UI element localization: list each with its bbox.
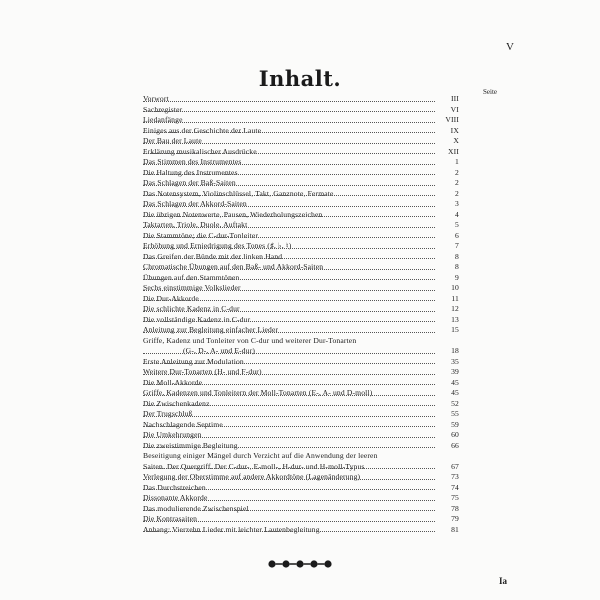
toc-entry <box>143 430 459 441</box>
page-title: Inhalt. <box>258 66 342 91</box>
toc-entry-page: 13 <box>451 314 459 324</box>
toc-entry <box>143 126 459 137</box>
toc-entry-title: Vorwort <box>143 94 169 103</box>
toc-entry <box>143 178 459 189</box>
toc-entry-title: Das Greifen der Bünde mit der linken Hand <box>143 251 283 261</box>
toc-entry-page: 4 <box>455 209 459 219</box>
toc-entry-page: IX <box>450 125 459 135</box>
toc-entry <box>143 273 459 284</box>
toc-entry-title: Die übrigen Notenwerte, Pausen, Wiederholungszeichen <box>143 209 323 219</box>
toc-entry <box>143 367 459 378</box>
toc-entry-title: Das Schlagen der Baß-Saiten <box>143 178 236 187</box>
toc-entry-title: Sachregister <box>143 104 183 114</box>
toc-entry-title: Das modulierende Zwischenspiel <box>143 503 249 513</box>
toc-entry <box>143 493 459 504</box>
toc-entry-title: Der Trugschluß <box>143 409 193 418</box>
toc-entry-page: 66 <box>451 440 459 450</box>
toc-entry-title: Die Haltung des Instrumentes <box>143 167 238 177</box>
toc-entry <box>143 378 459 389</box>
toc-entry-page: 39 <box>451 367 459 376</box>
toc-entry-page: 3 <box>455 199 459 208</box>
toc-entry-title-line: Beseitigung einiger Mängel durch Verzicht auf die Anwendung der leeren <box>143 451 378 460</box>
toc-entry-page: 74 <box>451 482 459 492</box>
toc-entry <box>143 483 459 494</box>
toc-entry-page: 7 <box>455 241 459 250</box>
toc-entry-title: Die Kontrasaiten <box>143 514 198 523</box>
toc-entry-page: 9 <box>455 272 459 282</box>
toc-entry-page: 67 <box>451 461 459 471</box>
toc-entry <box>143 283 459 294</box>
toc-entry-title: Das Stimmen des Instrumentes <box>143 157 242 166</box>
toc-entry-page: 35 <box>451 356 459 366</box>
toc-entry-page: 78 <box>451 503 459 513</box>
toc-entry-page: 2 <box>455 178 459 187</box>
toc-entry-page: 81 <box>451 524 459 534</box>
toc-entry <box>143 94 459 105</box>
toc-entry-page: 45 <box>451 388 459 397</box>
toc-entry-title: Griffe, Kadenzen und Tonleitern der Moll-Tonarten (E-, A- und D-moll) <box>143 388 373 397</box>
toc-entry <box>143 147 459 158</box>
ornament-icon <box>267 559 333 569</box>
toc-entry <box>143 388 459 399</box>
toc-entry-page: 59 <box>451 419 459 429</box>
toc-entry-page: 2 <box>455 188 459 198</box>
toc-entry <box>143 252 459 263</box>
toc-entry-title: Erklärung musikalischer Ausdrücke <box>143 146 257 156</box>
toc-entry-page: 18 <box>451 346 459 355</box>
toc-entry-title: Die schlichte Kadenz in C-dur <box>143 304 240 313</box>
toc-entry-title: Erste Anleitung zur Modulation <box>143 356 244 366</box>
toc-entry-title: Weitere Dur-Tonarten (H- und F-dur) <box>143 367 262 376</box>
toc-entry <box>143 168 459 179</box>
toc-entry-page: 5 <box>455 220 459 229</box>
toc-entry <box>143 262 459 273</box>
toc-entry-title: Nachschlagende Septime <box>143 419 223 429</box>
toc-entry <box>143 514 459 525</box>
toc-entry <box>143 399 459 410</box>
toc-entry-page: VIII <box>445 115 459 124</box>
toc-entry <box>143 336 459 357</box>
toc-entry-title: Anhang: Vierzehn Lieder mit leichter Lautenbegleitung <box>143 524 320 534</box>
toc-entry-title: Anleitung zur Begleitung einfacher Lieder <box>143 325 279 334</box>
toc-entry <box>143 199 459 210</box>
toc-entry-page: 8 <box>455 251 459 261</box>
toc-entry <box>143 220 459 231</box>
toc-entry <box>143 115 459 126</box>
toc-entry <box>143 304 459 315</box>
toc-entry <box>143 504 459 515</box>
toc-entry-page: 79 <box>451 514 459 523</box>
toc-entry-title: Das Durchstreichen <box>143 482 206 492</box>
toc-entry-page: 12 <box>451 304 459 313</box>
toc-entry-page: 2 <box>455 167 459 177</box>
toc-entry <box>143 136 459 147</box>
toc-entry-title: Die Umkehrungen <box>143 430 202 439</box>
toc-entry-page: XII <box>448 146 459 156</box>
toc-entry-title: Taktarten, Triole, Duole, Auftakt <box>143 220 248 229</box>
toc-entry <box>143 441 459 452</box>
toc-entry <box>143 157 459 168</box>
toc-entry <box>143 451 459 472</box>
toc-entry <box>143 210 459 221</box>
toc-entry-title: Die Zwischenkadenz <box>143 398 210 408</box>
toc-entry-title: Die vollständige Kadenz in C-dur <box>143 314 251 324</box>
toc-entry <box>143 525 459 536</box>
toc-entry-page: 6 <box>455 230 459 240</box>
toc-entry-page: 73 <box>451 472 459 481</box>
page-number: V <box>506 41 514 53</box>
printer-signature: Ia <box>498 576 507 586</box>
toc-entry <box>143 189 459 200</box>
toc-entry-page: 15 <box>451 325 459 334</box>
toc-entry-title-line: (G-, D-, A- und E-dur) <box>183 346 256 355</box>
toc-entry-title-line: Saiten. Der Quergriff. Der C-dur-, E-moll-, H-dur- und H-moll-Typus <box>143 461 365 471</box>
toc-entry <box>143 231 459 242</box>
column-header-page: Seite <box>483 88 497 96</box>
toc-entry-title: Das Schlagen der Akkord-Saiten <box>143 199 247 208</box>
toc-entry-page: 11 <box>451 293 459 303</box>
toc-entry-page: III <box>450 94 459 103</box>
toc-entry <box>143 241 459 252</box>
toc-entry-page: 8 <box>455 262 459 271</box>
toc-entry-title: Einiges aus der Geschichte der Laute <box>143 125 262 135</box>
toc-entry-page: VI <box>450 104 459 114</box>
table-of-contents <box>143 94 459 535</box>
toc-entry-page: 75 <box>451 493 459 502</box>
toc-entry-title: Die Stammtöne; die C-dur-Tonleiter <box>143 230 259 240</box>
toc-entry-title: Liedanfänge <box>143 115 183 124</box>
toc-entry-title: Übungen auf den Stammtönen <box>143 272 240 282</box>
toc-entry-page: 10 <box>451 283 459 292</box>
toc-entry-page: 55 <box>451 409 459 418</box>
toc-entry <box>143 472 459 483</box>
toc-entry <box>143 325 459 336</box>
toc-entry <box>143 105 459 116</box>
toc-entry-page: X <box>453 136 459 145</box>
toc-entry-title: Das Notensystem, Violinschlüssel, Takt, Ganznote, Fermate <box>143 188 334 198</box>
toc-entry <box>143 409 459 420</box>
toc-entry-page: 52 <box>451 398 459 408</box>
toc-entry <box>143 420 459 431</box>
toc-entry-title: Verlegung der Oberstimme auf andere Akkordtöne (Lagenänderung) <box>143 472 361 481</box>
toc-entry-title: Der Bau der Laute <box>143 136 202 145</box>
toc-entry-title: Erhöhung und Erniedrigung des Tones (♯, ♭, ♮) <box>143 241 292 250</box>
toc-entry-title: Die Moll-Akkorde <box>143 377 203 387</box>
toc-entry-page: 45 <box>451 377 459 387</box>
toc-entry-title: Sechs einstimmige Volkslieder <box>143 283 241 292</box>
toc-entry-title: Die zweistimmige Begleitung <box>143 440 238 450</box>
toc-entry-title: Chromatische Übungen auf den Baß- und Akkord-Saiten <box>143 262 324 271</box>
toc-entry-page: 60 <box>451 430 459 439</box>
toc-entry <box>143 294 459 305</box>
toc-entry-title-line: Griffe, Kadenz und Tonleiter von C-dur und weiterer Dur-Tonarten <box>143 335 357 345</box>
toc-entry-title: Dissonante Akkorde <box>143 493 208 502</box>
toc-entry <box>143 357 459 368</box>
toc-entry-page: 1 <box>455 157 459 166</box>
footer-ornament <box>0 554 600 573</box>
toc-entry <box>143 315 459 326</box>
toc-entry-title: Die Dur-Akkorde <box>143 293 199 303</box>
